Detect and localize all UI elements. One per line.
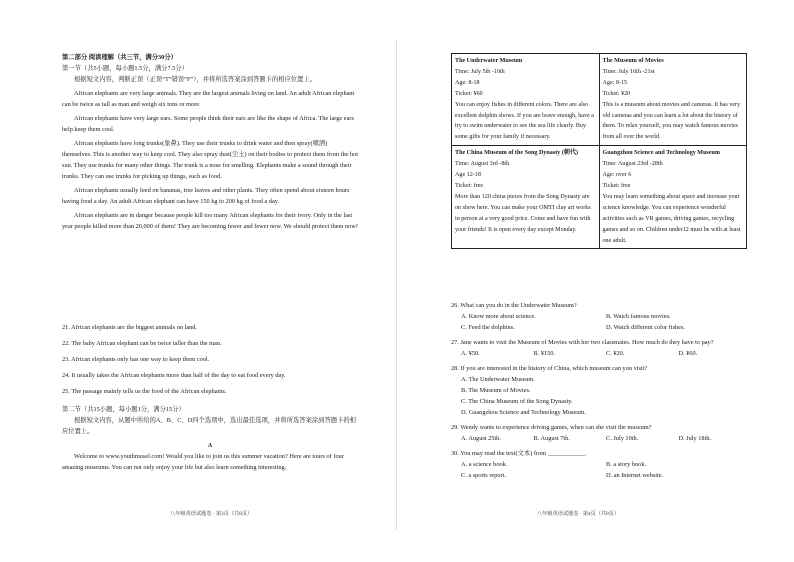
museum-time: Time: August 3rd -8th: [455, 161, 510, 168]
option: D. ¥60.: [678, 350, 698, 357]
passage-paragraph: African elephants are very large animals. They are the largest animals living on land. An adult African elephant can be twice as tall as man and weigh six tons or more.: [62, 90, 355, 108]
museum-time: Time: August 23rd -28th: [602, 161, 663, 168]
option: D. Watch different color fishes.: [606, 324, 685, 331]
question-options: [461, 348, 751, 359]
part1-header: 第一节（共5小题，每小题1.5分，满分7.5分）: [62, 65, 188, 72]
statement-item: 24. It usually takes the African elephants more than half of the day to eat food every day.: [62, 372, 286, 379]
option: D. Guangzhou Science and Technology Museum.: [461, 409, 586, 416]
part2-instruction: 根据短文内容，从题中所给的A、B、C、D四个选项中，选出最佳选项，并将所选答案涂到答题卡的相应位置上。: [62, 417, 356, 435]
statement-item: 21. African elephants are the biggest animals on land.: [62, 324, 197, 331]
passage-paragraph: African elephants have very large ears. Some people think their ears are like the shape of Africa. The large ears help keep them cool.: [62, 115, 354, 133]
museum-age: Age: over 6: [602, 172, 632, 179]
option: B. The Museum of Movies.: [461, 387, 531, 394]
part2-block: [62, 404, 358, 476]
option: C. ¥20.: [606, 350, 625, 357]
statement-item: 25. The passage mainly tells us the food of the African elephants.: [62, 388, 227, 395]
museum-desc: You can enjoy fishes in different colors. There are also excellent dolphin shows. If you are brave enough, have a try to swim underwater to see the sea life clearly. Buy some gifts for your family if necessary.: [455, 101, 594, 141]
statement-item: 23. African elephants only has one way to keep them cool.: [62, 356, 210, 363]
option: A. a science book.: [461, 461, 508, 468]
passage-paragraph: African elephants are in danger because people kill too many African elephants for their ivory. Only in the last year people killed more than 20,000 of them! They are becoming fewer and fewer now. We should protect them now!: [62, 212, 358, 230]
museum-time: Time: July 16th -21st: [602, 68, 655, 75]
option: A. August 25th.: [461, 435, 501, 442]
question-stem: 29. Wendy wants to experience driving games, when can she visit the museum?: [451, 424, 652, 431]
museum-name: The Underwater Museum: [455, 58, 523, 64]
museum-table: [451, 53, 747, 249]
question-stem: 28. If you are interested in the history of China, which museum can you visit?: [451, 365, 648, 372]
option: C. Feed the dolphins.: [461, 324, 515, 331]
option: B. August 7th.: [533, 435, 570, 442]
question-options: [461, 433, 751, 444]
museum-cell: [452, 54, 600, 146]
part1-block: [62, 52, 358, 235]
option: A. The Underwater Museum.: [461, 376, 535, 383]
museum-time: Time: July 5th -10th: [455, 68, 505, 75]
option: B. ¥150.: [533, 350, 556, 357]
statement-item: 22. The baby African elephant can be twice taller than the man.: [62, 340, 222, 347]
statements-list: [62, 322, 358, 402]
museum-desc: This is a museum about movies and cameras. It has very old cameras and you can learn a lot about the history of them. To relax yourself, you may watch famous movies from all over the world.: [602, 101, 741, 141]
option: A. ¥50.: [461, 350, 480, 357]
option: C. a sports report.: [461, 472, 506, 479]
questions-block: [451, 300, 751, 485]
left-footer: 八年级英语试题卷 · 第3页（共8页）: [170, 511, 253, 517]
question-options: [461, 311, 751, 333]
part2-header: 第二节（共15小题，每小题1分，满分15分）: [62, 406, 185, 413]
question-stem: 30. You may read the text(文本) from ____________.: [451, 450, 588, 457]
museum-name: Guangzhou Science and Technology Museum: [602, 150, 720, 157]
museum-age: Age: 8-18: [455, 79, 480, 86]
passage-paragraph: African elephants have long trunks(象鼻). They use their trunks to drink water and then spray(喷洒) themselves. This is another way to keep cool. They also spray dust(尘土) on their bodies to protect them from the hot sun. They use trunks for many other things. The trunk is a nose for smelling. Elephants make a sound through their trunks. They can use trunks for picking up things, such as food.: [62, 140, 359, 180]
museum-ticket: Ticket: free: [602, 182, 631, 189]
museum-name: The China Museum of the Song Dynasty (朝代): [455, 150, 579, 157]
question-options: [451, 374, 751, 418]
option: C. The China Museum of the Song Dynasty.: [461, 398, 573, 405]
museum-desc: You may learn something about space and increase your science knowledge. You can experience wonderful activities such as VR games, driving games, recycling games and so on. Children under12 must be with at least one adult.: [602, 193, 741, 244]
museum-ticket: Ticket: free: [455, 182, 484, 189]
option: C. July 10th.: [606, 435, 639, 442]
question-stem: 26. What can you do in the Underwater Museum?: [451, 302, 577, 309]
option: B. Watch famous movies.: [606, 313, 671, 320]
museum-age: Age: 8-15: [602, 79, 628, 86]
question-options: [461, 459, 751, 481]
museum-ticket: Ticket: ¥20: [602, 90, 631, 97]
museum-desc: More than 120 china pieces from the Song Dynasty are on show here. You can make your OMTI clay art works in person at a very good price. Come and have fun with your friends! It is open every day except Monday.: [455, 193, 591, 233]
section-title: 第二部分 阅读理解（共三节，满分30分）: [62, 54, 177, 61]
passage-paragraph: African elephants usually feed on bananas, tree leaves and other plants. They often spend about sixteen hours having food a day. An adult African elephant can have 150 kg to 200 kg of food a day.: [62, 187, 350, 205]
museum-cell: [599, 54, 747, 146]
option: D. an Internet website.: [606, 472, 664, 479]
option: B. a story book.: [606, 461, 647, 468]
question-stem: 27. Jane wants to visit the Museum of Movies with her two classmates. How much do they have to pay?: [451, 339, 714, 346]
museum-name: The Museum of Movies: [602, 58, 664, 64]
intro-paragraph: Welcome to www.youthmusel.com! Would you like to join us this summer vacation? Here are tours of four amazing museums. You can not only enjoy your life but also learn something interesting.: [62, 453, 344, 471]
right-footer: 八年级英语试题卷 · 第4页（共8页）: [537, 511, 620, 517]
museum-ticket: Ticket: ¥60: [455, 90, 483, 97]
museum-cell: [599, 146, 747, 249]
right-page: [397, 0, 794, 562]
option: D. July 18th.: [678, 435, 712, 442]
museum-age: Age 12-18: [455, 172, 481, 179]
part1-instruction: 根据短文内容，判断正误（正误“T”错误“F”），并将所选答案涂到答题卡的相应位置上。: [74, 76, 317, 83]
museum-cell: [452, 146, 600, 249]
option: A. Know more about science.: [461, 313, 536, 320]
passage-letter: A: [207, 442, 213, 449]
